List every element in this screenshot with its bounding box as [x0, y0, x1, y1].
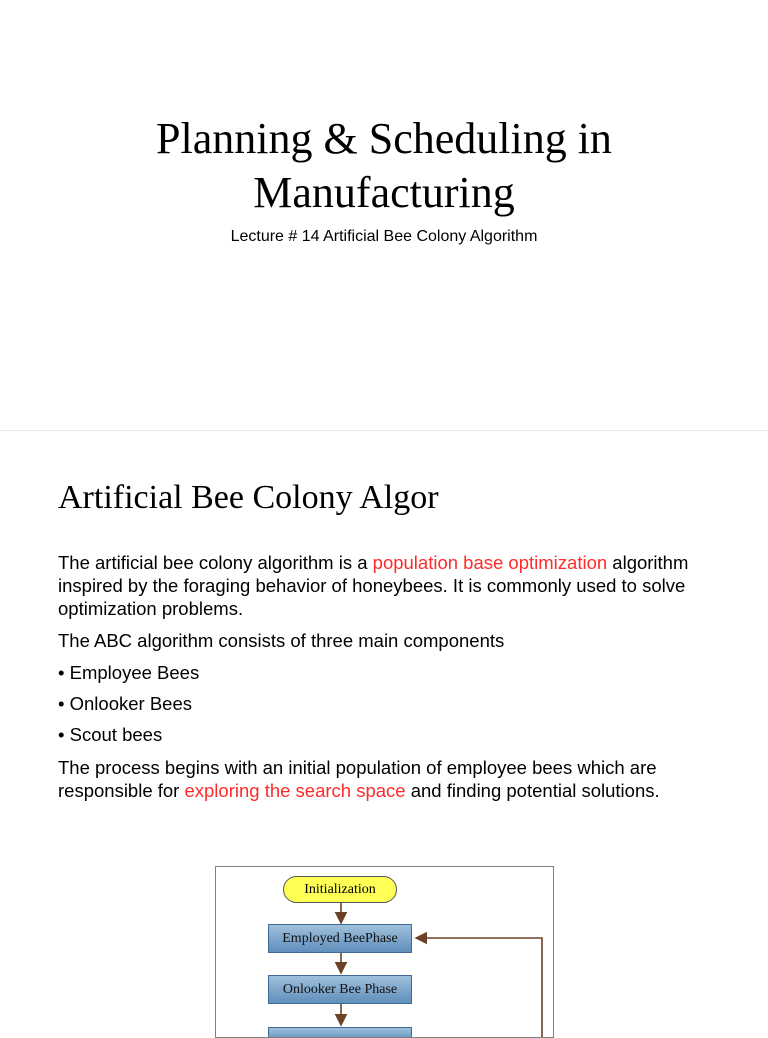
flow-node-onlooker-bee-phase: Onlooker Bee Phase: [268, 975, 412, 1004]
bullet-item: • Onlooker Bees: [58, 692, 726, 715]
components-intro: The ABC algorithm consists of three main components: [58, 630, 505, 651]
highlight-search-space: exploring the search space: [184, 780, 406, 801]
bullet-item: • Scout bees: [58, 723, 726, 746]
slide-subtitle: Lecture # 14 Artificial Bee Colony Algorithm: [230, 228, 538, 245]
process-text-end: and finding potential solutions.: [405, 780, 660, 801]
process-paragraph: [58, 756, 726, 802]
process-text-start: The process begins with an initial population of employee bees which are responsible for: [58, 757, 657, 801]
flow-node-initialization: Initialization: [283, 876, 397, 903]
highlight-population-optimization: population base optimization: [372, 552, 608, 573]
intro-text-start: The artificial bee colony algorithm is a: [58, 552, 373, 573]
slide-title: Planning & Scheduling in Manufacturing: [156, 114, 612, 217]
intro-paragraph: [58, 551, 726, 620]
slide-divider: [0, 430, 768, 431]
flow-node-next-cutoff: [268, 1027, 412, 1038]
flow-node-employed-bee-phase: Employed BeePhase: [268, 924, 412, 953]
bullet-item: • Employee Bees: [58, 661, 726, 684]
abc-flowchart: [215, 866, 554, 1038]
loop-back-arrow: [416, 938, 542, 1037]
section-title: Artificial Bee Colony Algor: [58, 479, 439, 516]
intro-text-end: algorithm inspired by the foraging behavior of honeybees. It is commonly used to solve optimization problems.: [58, 552, 689, 619]
